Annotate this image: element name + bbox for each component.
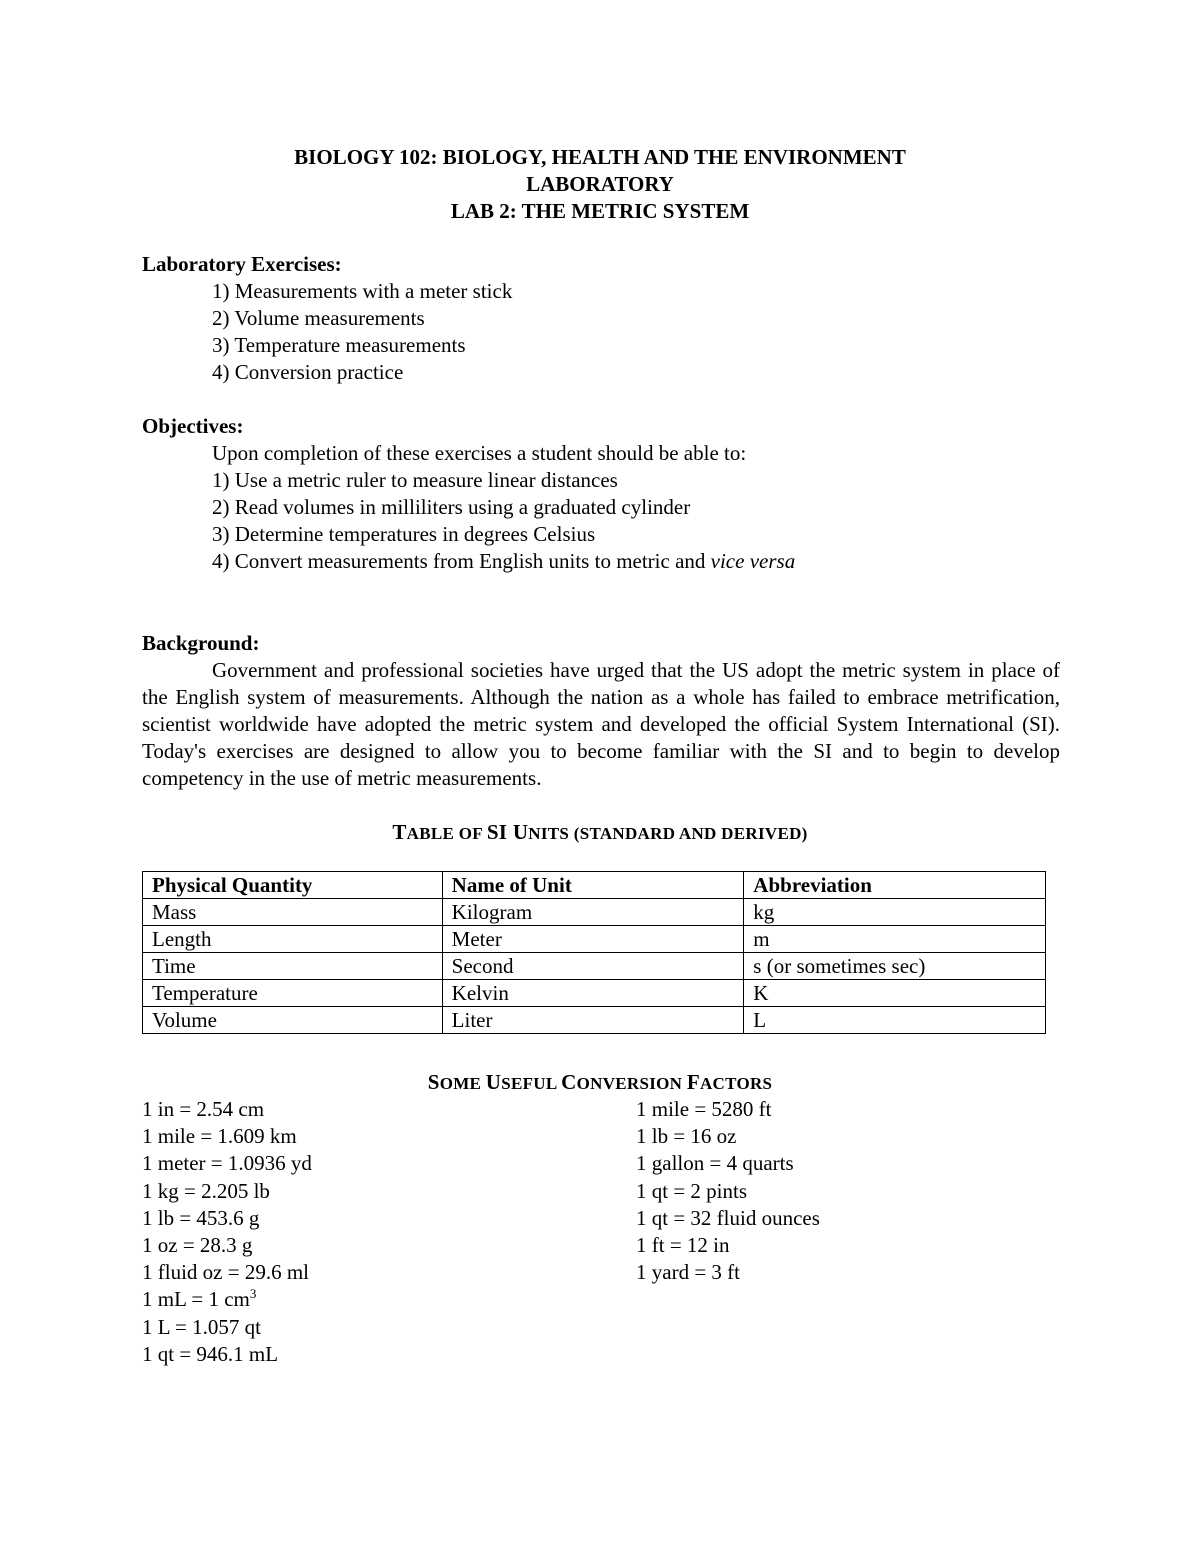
objectives-section [142,413,1060,575]
conversion-item: 1 in = 2.54 cm [142,1097,265,1121]
table-row [143,899,1046,926]
objectives-intro: Upon completion of these exercises a student should be able to: [212,441,747,465]
conversion-item: 1 lb = 16 oz [636,1124,737,1149]
objective-item: 2) Read volumes in milliliters using a graduated cylinder [212,495,691,519]
caption-text: ONVERSION [576,1074,687,1093]
table-cell: Second [442,953,744,980]
table-cell: L [744,1007,1046,1034]
table-cell: Length [143,926,443,953]
objective-item: 3) Determine temperatures in degrees Celsius [212,522,596,546]
conversion-list-left [142,1096,312,1368]
caption-letter: C [561,1070,577,1094]
conversion-list-right [636,1096,820,1286]
table-cell: Meter [442,926,744,953]
background-paragraph: Government and professional societies have urged that the US adopt the metric system in place of the English system of measurements. Although the nation as a whole has failed to embrace metrification, scientist worldwide have adopted the metric system and developed the official System International (SI). Today's exercises are designed to allow you to become familiar with the SI and to begin to develop competency in the use of metric measurements. [142,658,1060,790]
conversion-item: 1 qt = 946.1 mL [142,1341,279,1366]
exercise-item: 3) Temperature measurements [212,333,466,357]
course-subtitle: LABORATORY [526,172,674,196]
table-cell: Kilogram [442,899,744,926]
caption-letter: S [427,1070,440,1094]
background-section [142,630,1060,792]
conversion-item: 1 qt = 32 fluid ounces [636,1205,820,1230]
table-header-row [143,872,1046,899]
exercise-item: 4) Conversion practice [212,360,404,384]
table-header-cell: Name of Unit [442,872,744,899]
conversion-item: 1 fluid oz = 29.6 ml [142,1260,309,1285]
table-cell: Liter [442,1007,744,1034]
exercises-heading: Laboratory Exercises: [142,252,342,276]
caption-text: NITS (STANDARD AND DERIVED) [528,824,808,843]
table-cell: m [744,926,1046,953]
lab-title: LAB 2: THE METRIC SYSTEM [450,199,750,223]
exercise-item: 1) Measurements with a meter stick [212,279,513,303]
table-cell: K [744,980,1046,1007]
course-title: BIOLOGY 102: BIOLOGY, HEALTH AND THE ENVIRONMENT [294,145,906,169]
si-units-table [142,871,1046,1034]
caption-text: SEFUL [501,1074,562,1093]
caption-text: ACTORS [699,1074,773,1093]
table-row [143,926,1046,953]
table-row [143,1007,1046,1034]
table-row [143,953,1046,980]
background-heading: Background: [142,631,260,655]
conversion-item: 1 mile = 1.609 km [142,1124,297,1149]
conversion-item: 1 L = 1.057 qt [142,1314,261,1339]
table-cell: Kelvin [442,980,744,1007]
objective-item-4-italic: vice versa [710,549,796,573]
exercise-item: 2) Volume measurements [212,306,425,330]
caption-letter: F [686,1070,700,1094]
objective-item [142,548,1060,575]
si-table-caption [0,820,1200,845]
table-cell: Temperature [143,980,443,1007]
caption-text: ABLE OF [406,824,487,843]
superscript-exponent: 3 [249,1286,257,1302]
table-cell: Volume [143,1007,443,1034]
conversion-item: 1 meter = 1.0936 yd [142,1151,312,1176]
table-cell: Mass [143,899,443,926]
caption-letter: T [392,820,407,844]
conversion-ml-cm: 1 mL = 1 cm [142,1287,250,1312]
table-header-cell: Physical Quantity [143,872,443,899]
conversion-item: 1 mile = 5280 ft [636,1097,772,1121]
conversion-item: 1 lb = 453.6 g [142,1205,260,1230]
table-header-cell: Abbreviation [744,872,1046,899]
title-block [0,144,1200,225]
conversion-item: 1 qt = 2 pints [636,1178,748,1203]
conversion-item: 1 kg = 2.205 lb [142,1178,270,1203]
conversion-item: 1 oz = 28.3 g [142,1233,253,1258]
table-cell: kg [744,899,1046,926]
conversion-item: 1 ft = 12 in [636,1233,730,1258]
conversion-item: 1 gallon = 4 quarts [636,1151,794,1176]
conversion-item: 1 yard = 3 ft [636,1260,740,1285]
table-cell: Time [143,953,443,980]
caption-letter: U [485,1070,502,1094]
caption-letter: SI U [486,820,529,844]
table-row [143,980,1046,1007]
exercises-section [142,251,1060,386]
conversion-item [142,1286,312,1313]
objectives-heading: Objectives: [142,414,244,438]
conversion-caption [0,1070,1200,1095]
objective-item-4-text: 4) Convert measurements from English units to metric and [212,549,711,573]
objective-item: 1) Use a metric ruler to measure linear distances [212,468,618,492]
caption-text: OME [439,1074,486,1093]
table-cell: s (or sometimes sec) [744,953,1046,980]
